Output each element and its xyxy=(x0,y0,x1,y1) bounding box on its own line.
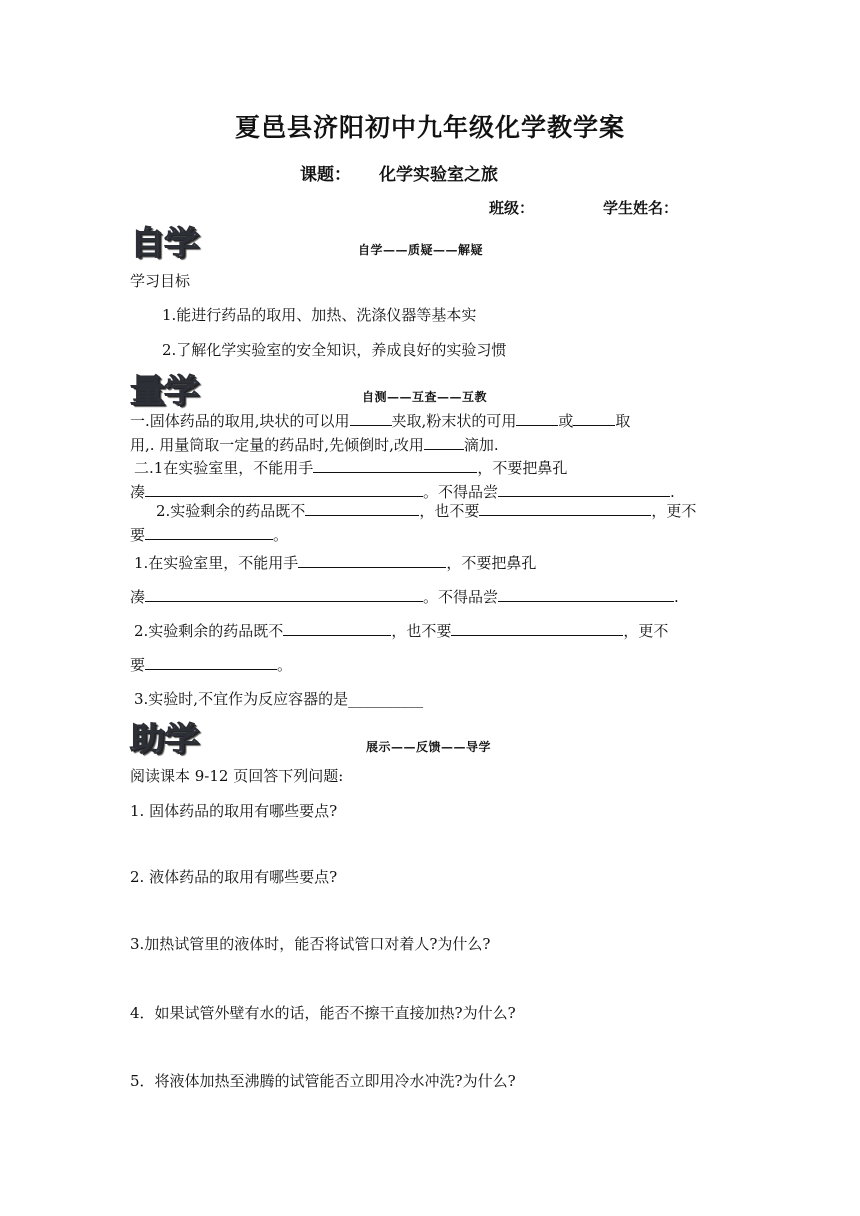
review-question-3: 3.实验时,不宜作为反应容器的是__________ xyxy=(134,690,424,708)
blank[interactable] xyxy=(305,501,419,516)
zhuxue-heading: 展示——反馈——导学 xyxy=(366,740,492,754)
class-label: 班级： xyxy=(489,199,535,217)
blank[interactable] xyxy=(145,525,273,540)
question-item: 4．如果试管外壁有水的话，能否不擦干直接加热?为什么? xyxy=(130,1004,516,1022)
blank[interactable] xyxy=(498,482,670,497)
blank[interactable] xyxy=(573,411,615,426)
fill-question-3: 2.实验剩余的药品既不 ，也不要 ，更不 xyxy=(156,502,697,520)
blank[interactable] xyxy=(145,482,423,497)
blank[interactable] xyxy=(313,458,477,473)
reading-intro: 阅读课本 9-12 页回答下列问题: xyxy=(130,767,344,785)
zixue-badge: 自学 xyxy=(130,225,199,263)
blank[interactable] xyxy=(451,621,623,636)
blank[interactable] xyxy=(283,621,391,636)
fill-question-2-cont: 凑 。不得品尝 . xyxy=(130,483,675,501)
fill-question-1: 一.固体药品的取用,块状的可以用 夹取,粉末状的可用 或 取 xyxy=(130,412,631,430)
blank[interactable] xyxy=(350,411,392,426)
question-item: 3.加热试管里的液体时，能否将试管口对着人?为什么? xyxy=(130,935,491,953)
question-item: 5．将液体加热至沸腾的试管能否立即用冷水冲洗?为什么? xyxy=(130,1072,516,1090)
student-name-label: 学生姓名： xyxy=(603,199,679,217)
subject-value: 化学实验室之旅 xyxy=(379,165,498,185)
review-question-2-cont: 要 。 xyxy=(130,656,293,674)
page-title: 夏邑县济阳初中九年级化学教学案 xyxy=(234,113,625,142)
liangxue-badge: 量学 xyxy=(130,373,199,411)
review-question-1: 1.在实验室里，不能用手 ，不要把鼻孔 xyxy=(134,554,537,572)
question-item: 2. 液体药品的取用有哪些要点? xyxy=(130,868,338,886)
fill-question-3-cont: 要 。 xyxy=(130,526,289,544)
fill-question-1-cont: 用,. 用量筒取一定量的药品时,先倾倒时,改用 滴加. xyxy=(130,436,499,454)
review-question-2: 2.实验剩余的药品既不 ，也不要 ，更不 xyxy=(134,622,669,640)
blank[interactable] xyxy=(498,587,674,602)
zixue-heading: 自学——质疑——解疑 xyxy=(358,243,484,257)
objective-item: 2.了解化学实验室的安全知识，养成良好的实验习惯 xyxy=(162,341,507,359)
blank[interactable] xyxy=(424,435,464,450)
objectives-label: 学习目标 xyxy=(130,272,191,290)
blank[interactable] xyxy=(298,553,446,568)
blank[interactable] xyxy=(479,501,651,516)
fill-question-2: 二.1在实验室里，不能用手 ，不要把鼻孔 xyxy=(134,459,568,477)
objective-item: 1.能进行药品的取用、加热、洗涤仪器等基本实 xyxy=(162,306,477,324)
review-question-1-cont: 凑 。不得品尝 . xyxy=(130,588,679,606)
zhuxue-badge: 助学 xyxy=(130,721,199,759)
question-item: 1. 固体药品的取用有哪些要点? xyxy=(130,802,338,820)
subject-line xyxy=(300,160,498,185)
subject-label: 课题： xyxy=(300,165,351,185)
liangxue-heading: 自测——互查——互教 xyxy=(362,390,488,404)
blank[interactable] xyxy=(145,655,277,670)
blank[interactable] xyxy=(145,587,423,602)
blank[interactable] xyxy=(516,411,558,426)
